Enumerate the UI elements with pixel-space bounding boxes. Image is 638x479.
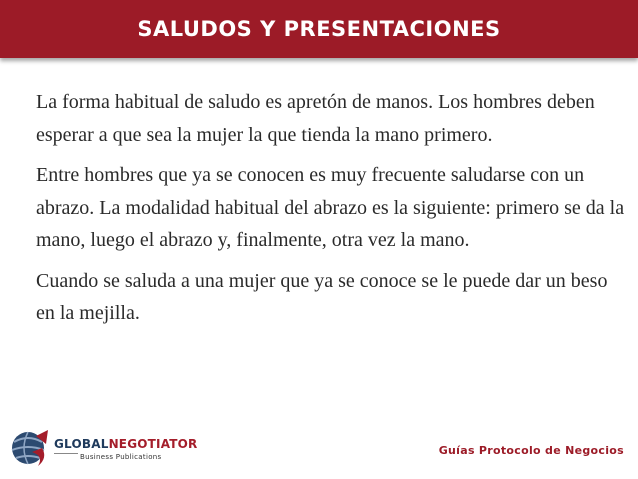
header-bar	[0, 0, 638, 58]
logo-brand: GLOBALNEGOTIATOR	[54, 437, 198, 451]
paragraph-2: Entre hombres que ya se conocen es muy frecuente saludarse con un abrazo. La modalidad habitual del abrazo es la siguiente: primero se da la mano, luego el abrazo y, finalmente, otra vez la mano.	[36, 164, 625, 251]
logo-divider	[54, 453, 78, 454]
content-body	[36, 86, 626, 338]
paragraph-3: Cuando se saluda a una mujer que ya se conoce se le puede dar un beso en la mejilla.	[36, 269, 608, 324]
logo-subtitle: Business Publications	[80, 453, 162, 461]
global-negotiator-logo	[8, 426, 248, 470]
footer-series-label: Guías Protocolo de Negocios	[438, 444, 624, 457]
globe-logo-icon	[8, 426, 52, 470]
paragraph-1: La forma habitual de saludo es apretón de manos. Los hombres deben esperar a que sea la mujer la que tienda la mano primero.	[36, 91, 595, 146]
page-title: SALUDOS Y PRESENTACIONES	[137, 17, 501, 41]
